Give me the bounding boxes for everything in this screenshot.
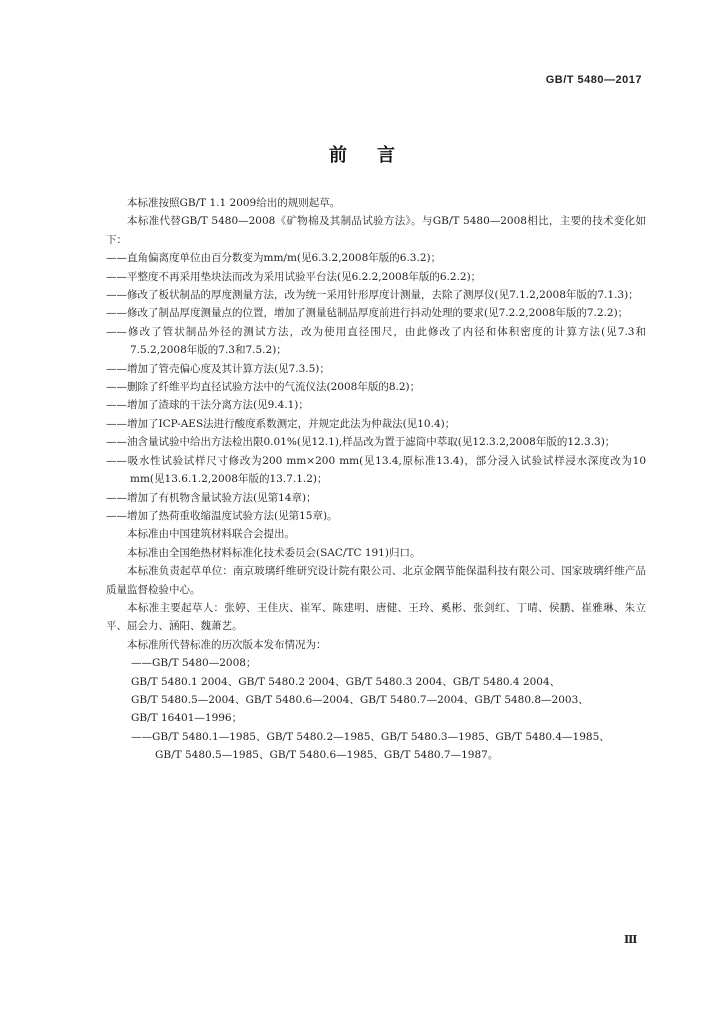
- list-item: ——增加了ICP-AES法进行酸度系数测定，并规定此法为仲裁法(见10.4)；: [106, 417, 456, 430]
- list-item: ——直角偏离度单位由百分数变为mm/m(见6.3.2,2008年版的6.3.2)；: [106, 252, 442, 265]
- history-line: ——GB/T 5480—2008；: [131, 657, 257, 670]
- page-title: 前言: [329, 145, 425, 166]
- document-body: [106, 194, 646, 765]
- history-item-1985: [106, 728, 646, 765]
- paragraph-committee: 本标准由全国绝热材料标准化技术委员会(SAC/TC 191)归口。: [127, 546, 421, 559]
- history-item-label: [106, 654, 646, 672]
- history-line: GB/T 5480.5—2004、GB/T 5480.6—2004、GB/T 5480.7—2004、GB/T 5480.8—2003、: [131, 693, 589, 706]
- list-item: ——删除了纤维平均直径试验方法中的气流仪法(2008年版的8.2)；: [106, 381, 421, 394]
- list-item: ——吸水性试验试样尺寸修改为200 mm×200 mm(见13.4,原标准13.4)，部分浸入试验试样浸水深度改为10 mm(见13.6.1.2,2008年版的13.7.1.2)；: [106, 454, 646, 486]
- history-list: [106, 654, 646, 764]
- list-item: ——修改了板状制品的厚度测量方法，改为统一采用针形厚度计测量，去除了测厚仪(见7.1.2,2008年版的7.1.3)；: [106, 289, 639, 302]
- paragraph-drafters: 本标准主要起草人：张婷、王佳庆、崔军、陈建明、唐健、王玲、奚彬、张剑红、丁晴、侯鹏、崔雅琳、朱立平、屈会力、涵阳、魏萧艺。: [106, 601, 646, 633]
- list-item: ——平整度不再采用垫块法而改为采用试验平台法(见6.2.2,2008年版的6.2.2)；: [106, 270, 482, 283]
- list-item: ——增加了热荷重收缩温度试验方法(见第15章)。: [106, 509, 338, 522]
- changes-list: [106, 249, 646, 525]
- page-number: Ⅲ: [624, 933, 638, 946]
- paragraph-history-intro: 本标准所代替标准的历次版本发布情况为：: [127, 638, 327, 651]
- paragraph-drafting-rules: 本标准按照GB/T 1.1 2009给出的规则起草。: [127, 197, 341, 209]
- list-item: ——增加了渣球的干法分离方法(见9.4.1)；: [106, 399, 309, 412]
- paragraph-replacement: 本标准代替GB/T 5480—2008《矿物棉及其制品试验方法》。与GB/T 5480—2008相比，主要的技术变化如下：: [106, 215, 646, 246]
- paragraph-proposer: 本标准由中国建筑材料联合会提出。: [127, 528, 295, 541]
- list-item: ——修改了制品厚度测量点的位置，增加了测量毡制品厚度前进行抖动处理的要求(见7.2.2,2008年版的7.2.2)；: [106, 307, 629, 320]
- history-item-detail: [106, 673, 646, 728]
- list-item: ——增加了有机物含量试验方法(见第14章)；: [106, 491, 317, 504]
- paragraph-drafting-units: 本标准负责起草单位：南京玻璃纤维研究设计院有限公司、北京金隅节能保温科技有限公司、国家玻璃纤维产品质量监督检验中心。: [106, 565, 646, 596]
- history-line: GB/T 5480.1 2004、GB/T 5480.2 2004、GB/T 5480.3 2004、GB/T 5480.4 2004、: [131, 675, 561, 688]
- list-item: ——修改了管状制品外径的测试方法，改为使用直径围尺，由此修改了内径和体积密度的计算方法(见7.3和7.5.2,2008年版的7.3和7.5.2)；: [106, 325, 646, 357]
- history-line: GB/T 5480.5—1985、GB/T 5480.6—1985、GB/T 5480.7—1987。: [155, 749, 499, 762]
- list-item: ——油含量试验中给出方法检出限0.01%(见12.1),样品改为置于滤筒中萃取(见12.3.2,2008年版的12.3.3)；: [106, 436, 616, 449]
- history-line: ——GB/T 5480.1—1985、GB/T 5480.2—1985、GB/T 5480.3—1985、GB/T 5480.4—1985、: [131, 730, 610, 743]
- history-line: GB/T 16401—1996；: [131, 712, 243, 725]
- list-item: ——增加了管壳偏心度及其计算方法(见7.3.5)；: [106, 362, 330, 375]
- standard-code-header: GB/T 5480—2017: [545, 74, 642, 86]
